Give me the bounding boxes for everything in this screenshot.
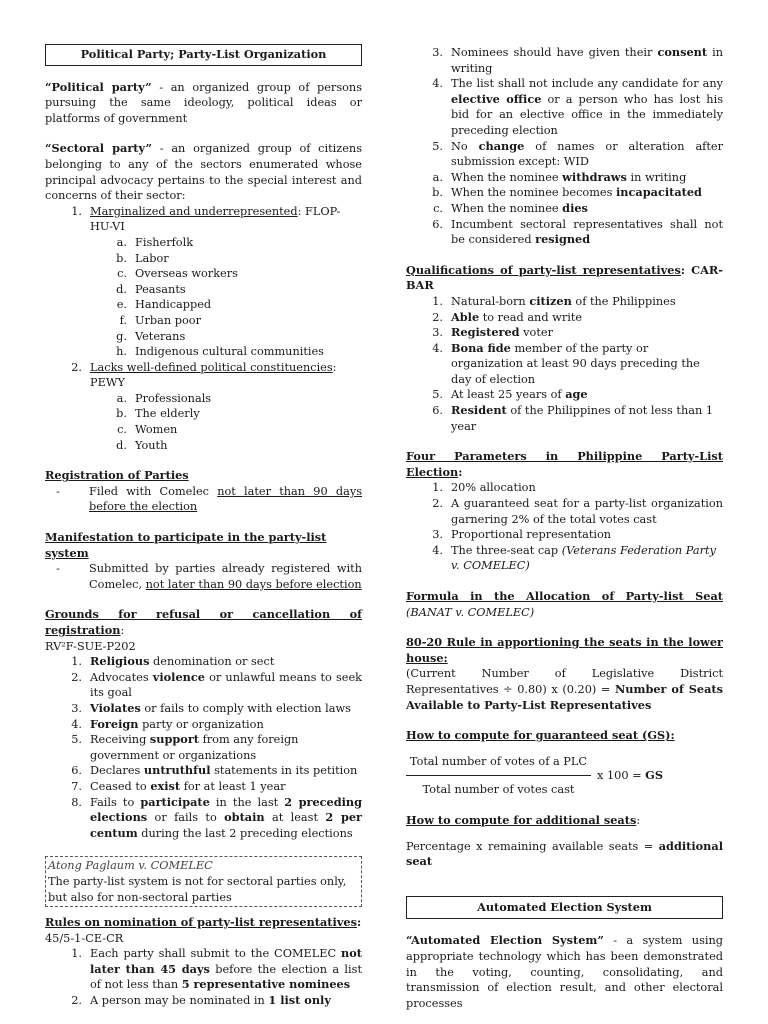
registration-item: - Filed with Comelec not later than 90 days before the election: [56, 484, 362, 514]
formula-heading: Formula in the Allocation of Party-list Seat (BANAT v. COMELEC): [406, 589, 723, 619]
list-item: a. Fisherfolk: [116, 235, 194, 249]
list-item: c. Overseas workers: [117, 267, 238, 281]
qualifications-list: [406, 294, 723, 434]
list-item: c. When the nominee dies: [433, 200, 588, 215]
rule-80-20-heading: 80-20 Rule in apportioning the seats in the lower house:: [406, 635, 723, 665]
list-item: d. Peasants: [116, 282, 186, 296]
section-title-aes: Automated Election System: [406, 896, 723, 920]
rules-mnemonic: 45/5-1-CE-CR: [45, 931, 124, 945]
list-item: g. Veterans: [116, 329, 186, 343]
guaranteed-seat-formula: [406, 754, 723, 798]
qualifications-heading: Qualifications of party-list representatives: CAR-BAR: [406, 262, 723, 293]
grounds-mnemonic: RV²F-SUE-P202: [45, 639, 136, 653]
fraction-denominator: Total number of votes cast: [406, 775, 591, 798]
right-column: [406, 45, 723, 1011]
list-item: 1. Natural-born citizen of the Philippines: [432, 293, 676, 308]
case-text: The party-list system is not for sectoral parties only, but also for non-sectoral parties: [48, 874, 347, 904]
fraction-numerator: Total number of votes of a PLC: [409, 754, 588, 768]
case-title: Atong Paglaum v. COMELEC: [48, 859, 213, 873]
list-item: b. When the nominee becomes incapacitated: [432, 185, 702, 200]
parameters-list: [406, 480, 723, 574]
list-item: a. When the nominee withdraws in writing: [432, 169, 687, 184]
list-item: a. Professionals: [116, 391, 212, 405]
rules-list-continued: [406, 45, 723, 248]
political-party-definition: “Political party” - an organized group of persons pursuing the same ideology, political ideas or platforms of government: [45, 79, 362, 125]
left-column: [45, 44, 362, 1009]
manifestation-item: - Submitted by parties already registered with Comelec, not later than 90 days before election: [56, 562, 362, 591]
registration-heading: Registration of Parties: [45, 468, 189, 483]
sectoral-party-definition: “Sectoral party” - an organized group of citizens belonging to any of the sectors enumerated whose principal advocacy pertains to the special interest and concerns of their sector:: [45, 141, 362, 203]
list-item: 2. A person may be nominated in 1 list only: [71, 993, 331, 1008]
list-item: 2. Able to read and write: [432, 309, 583, 324]
list-item: 5. Receiving support from any foreign government or organizations: [71, 732, 299, 762]
list-item: 6. Resident of the Philippines of not less than 1 year: [432, 403, 714, 433]
list-item: 6. Declares untruthful statements in its petition: [71, 763, 358, 778]
list-item: 6. Incumbent sectoral representatives shall not be considered resigned: [432, 217, 723, 247]
grounds-heading: Grounds for refusal or cancellation of registration:: [45, 607, 362, 637]
list-item: 3. Registered voter: [432, 325, 553, 340]
section-title-political-party: Political Party; Party-List Organization: [45, 44, 362, 66]
manifestation-heading: Manifestation to participate in the party-list system: [45, 530, 327, 560]
additional-seats-heading: How to compute for additional seats:: [406, 812, 641, 827]
guaranteed-seat-heading: How to compute for guaranteed seat (GS):: [406, 728, 675, 743]
aes-definition: “Automated Election System” - a system using appropriate technology which has been demonstrated in the voting, counting, consolidating, and transmission of election result, and other electoral processes: [406, 933, 723, 1010]
list-item: 1. Each party shall submit to the COMELEC not later than 45 days before the election a list of not less than 5 representative nominees: [71, 946, 362, 992]
parameters-heading: Four Parameters in Philippine Party-List Election:: [406, 449, 723, 479]
list-item: f. Urban poor: [119, 313, 201, 327]
case-box-atong-paglaum: [45, 856, 362, 907]
list-item: 4. The three-seat cap (Veterans Federation Party v. COMELEC): [432, 543, 716, 573]
fraction: [406, 754, 591, 798]
list-item: 3. Nominees should have given their consent in writing: [432, 45, 723, 75]
list-item: 1. Religious denomination or sect: [71, 654, 275, 669]
fraction-multiplier: x 100 = GS: [597, 768, 663, 783]
list-item: c. Women: [117, 423, 178, 437]
list-item: 7. Ceased to exist for at least 1 year: [71, 778, 286, 793]
list-item: 4. Bona fide member of the party or organization at least 90 days preceding the day of election: [432, 340, 700, 386]
grounds-list: [45, 654, 362, 841]
list-item: 2. Advocates violence or unlawful means to seek its goal: [71, 669, 363, 700]
list-item: 8. Fails to participate in the last 2 preceding elections or fails to obtain at least 2 per centum during the last 2 preceding elections: [71, 794, 362, 840]
list-item: 5. No change of names or alteration after submission except: WID: [432, 138, 723, 169]
sector-list: [45, 204, 362, 454]
additional-seats-formula: Percentage x remaining available seats = additional seat: [406, 838, 723, 869]
list-item: 3. Violates or fails to comply with election laws: [71, 700, 351, 715]
list-item: 1. Marginalized and underrepresented: FLOP-HU-VI: [71, 204, 341, 234]
list-item: h. Indigenous cultural communities: [116, 345, 324, 359]
list-item: 2. Lacks well-defined political constituencies: PEWY: [71, 360, 337, 390]
list-item: b. Labor: [116, 251, 169, 265]
list-item: 1. 20% allocation: [432, 481, 536, 495]
rule-80-20-formula: (Current Number of Legislative District Representatives ÷ 0.80) x (0.20) = Number of Seats Available to Party-List Representatives: [406, 667, 723, 712]
rules-list: [45, 946, 362, 1008]
list-item: 2. A guaranteed seat for a party-list organization garnering 2% of the total votes cast: [432, 497, 723, 526]
list-item: e. Handicapped: [116, 298, 212, 312]
list-item: b. The elderly: [116, 407, 200, 421]
list-item: 3. Proportional representation: [432, 528, 612, 542]
list-item: d. Youth: [116, 438, 168, 452]
list-item: 4. Foreign party or organization: [71, 716, 264, 731]
list-item: 5. At least 25 years of age: [432, 387, 588, 402]
rules-heading: Rules on nomination of party-list representatives:: [45, 915, 362, 930]
list-item: 4. The list shall not include any candidate for any elective office or a person who has lost his bid for an elective office in the immediately preceding election: [432, 77, 723, 137]
